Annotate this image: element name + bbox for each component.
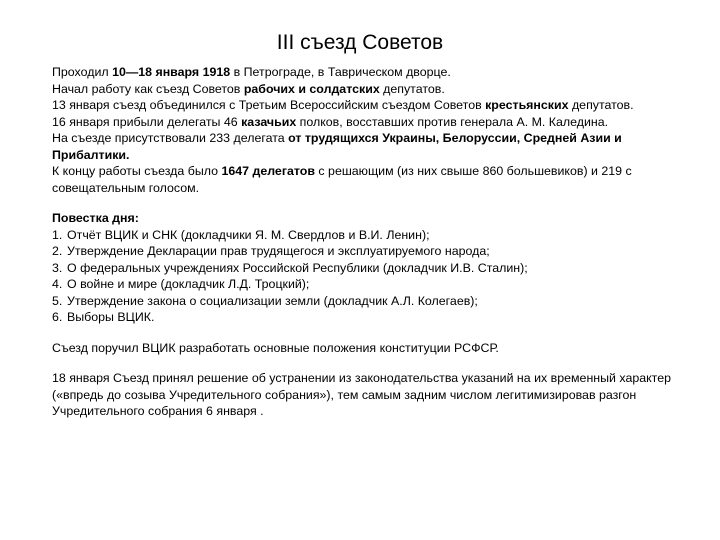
text: 16 января прибыли делегаты 46 (52, 114, 242, 129)
agenda-item (52, 227, 692, 244)
text: с решающим (из них свыше 860 большевиков) и 219 с совещательным голосом. (52, 164, 632, 195)
paragraph-dates (52, 64, 692, 81)
agenda-item-text: Отчёт ВЦИК и СНК (докладчики Я. М. Свердлов и В.И. Ленин); (67, 227, 430, 242)
paragraph-merge (52, 97, 692, 114)
bold-text: рабочих и солдатских (243, 81, 380, 96)
agenda-item-number: 1. (52, 227, 63, 242)
agenda-list (52, 227, 692, 326)
text: На съезде присутствовали 233 делегата (52, 131, 289, 145)
agenda-item-text: Выборы ВЦИК. (67, 310, 155, 324)
agenda-heading (52, 210, 692, 227)
agenda-item (52, 276, 692, 293)
text: полков, восставших против генерала (296, 114, 517, 129)
agenda-item-number: 5. (52, 293, 63, 308)
agenda-item-number: 4. (52, 277, 63, 291)
agenda-item-number: 2. (52, 244, 63, 258)
text: 13 января съезд объединился с Третьим Всероссийским съездом Советов (52, 98, 486, 112)
agenda-item (52, 260, 692, 277)
text: депутатов. (568, 98, 634, 112)
agenda-item (52, 243, 692, 260)
agenda-item-number: 3. (52, 260, 63, 275)
text: Проходил (52, 65, 113, 79)
text: депутатов. (379, 81, 445, 96)
slide-title: III съезд Советов (276, 31, 444, 54)
paragraph-totals (52, 163, 692, 196)
agenda-item (52, 309, 692, 326)
text: А. М. Каледина (516, 114, 605, 129)
bold-text: казачьих (241, 114, 297, 129)
paragraph-start (52, 81, 692, 98)
dates-bold: 10—18 января 1918 (112, 65, 231, 79)
text: . (604, 114, 609, 129)
bold-text: крестьянских (485, 98, 569, 112)
agenda-item-text: О войне и мире (докладчик Л.Д. Троцкий); (67, 277, 310, 291)
agenda-item-number: 6. (52, 310, 63, 324)
bold-text: 1647 делегатов (221, 164, 315, 178)
agenda-item-text: О федеральных учреждениях Российской Республики (докладчик И.В. Сталин); (67, 260, 528, 275)
text: К концу работы съезда было (52, 164, 222, 178)
paragraph-constitution: Съезд поручил ВЦИК разработать основные положения конституции РСФСР. (52, 340, 499, 355)
text: Начал работу как съезд Советов (52, 81, 244, 96)
paragraph-delegates (52, 130, 692, 163)
agenda-item-text: Утверждение Декларации прав трудящегося и эксплуатируемого народа; (67, 244, 490, 258)
agenda-item (52, 293, 692, 310)
paragraph-cossacks (52, 114, 692, 131)
bold-text: от трудящихся Украины, Белоруссии, Средней Азии и Прибалтики. (52, 131, 622, 162)
agenda-item-text: Утверждение закона о социализации земли (докладчик А.Л. Колегаев); (67, 293, 478, 308)
text: в Петрограде, в Таврическом дворце. (230, 65, 451, 79)
agenda-heading-text: Повестка дня: (52, 211, 139, 225)
slide-body (52, 64, 692, 420)
paragraph-decision: 18 января Съезд принял решение об устранении из законодательства указаний на их временный характер («впредь до созыва Учредительного собрания»), тем самым задним числом легитимизировав разгон Учредительного собрания 6 января . (52, 371, 672, 418)
